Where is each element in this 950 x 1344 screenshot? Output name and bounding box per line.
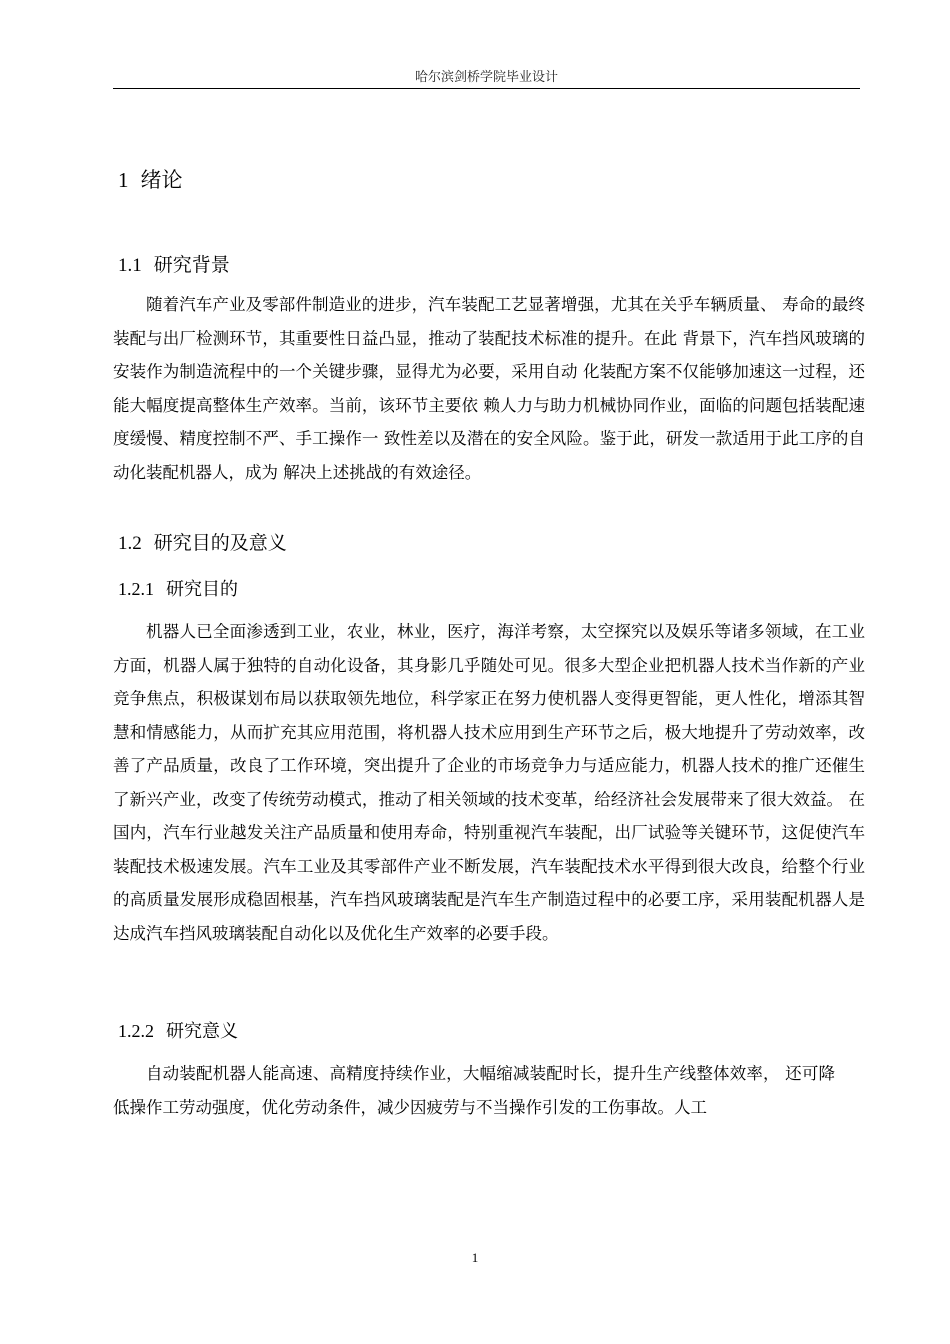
header-divider [113,88,860,89]
subsection-title: 研究意义 [166,1021,238,1042]
section-title: 研究背景 [153,254,230,276]
page-number: 1 [471,1250,479,1265]
subsection-number: 1.2.1 [118,579,154,599]
chapter-number: 1 [118,168,129,192]
subsection-heading-1-2-1 [118,575,238,601]
paragraph-background: 随着汽车产业及零部件制造业的进步，汽车装配工艺显著增强，尤其在关乎车辆质量、 寿命的最终装配与出厂检测环节，其重要性日益凸显，推动了装配技术标准的提升。在此 背景下，汽车挡风玻璃的安装作为制造流程中的一个关键步骤，显得尤为必要，采用自动 化装配方案不仅能够加速这一过程，还能大幅度提高整体生产效率。当前，该环节主要依 赖人力与助力机械协同作业，面临的问题包括装配速度缓慢、精度控制不严、手工操作一 致性差以及潜在的安全风险。鉴于此，研发一款适用于此工序的自动化装配机器人，成为 解决上述挑战的有效途径。 [113,295,865,482]
paragraph-significance: 自动装配机器人能高速、高精度持续作业，大幅缩减装配时长，提升生产线整体效率， 还可降低操作工劳动强度，优化劳动条件，减少因疲劳与不当操作引发的工伤事故。人工 [113,1064,835,1117]
section-number: 1.2 [118,533,142,554]
section-heading-1-2 [118,528,287,555]
subsection-number: 1.2.2 [118,1021,154,1041]
section-heading-1-1 [118,250,230,277]
section-title: 研究目的及意义 [153,532,287,554]
subsection-title: 研究目的 [166,579,238,600]
section-number: 1.1 [118,255,142,276]
chapter-heading [118,164,183,194]
subsection-heading-1-2-2 [118,1017,238,1043]
page-header: 哈尔滨剑桥学院毕业设计 [414,70,558,85]
paragraph-purpose: 机器人已全面渗透到工业，农业，林业，医疗，海洋考察，太空探究以及娱乐等诸多领域，在工业方面，机器人属于独特的自动化设备，其身影几乎随处可见。很多大型企业把机器人技术当作新的产业竞争焦点，积极谋划布局以获取领先地位，科学家正在努力使机器人变得更智能，更人性化，增添其智慧和情感能力，从而扩充其应用范围，将机器人技术应用到生产环节之后，极大地提升了劳动效率，改善了产品质量，改良了工作环境，突出提升了企业的市场竞争力与适应能力，机器人技术的推广还催生了新兴产业，改变了传统劳动模式，推动了相关领域的技术变革，给经济社会发展带来了很大效益。 在国内，汽车行业越发关注产品质量和使用寿命，特别重视汽车装配，出厂试验等关键环节，这促使汽车装配技术极速发展。汽车工业及其零部件产业不断发展，汽车装配技术水平得到很大改良，给整个行业的高质量发展形成稳固根基，汽车挡风玻璃装配是汽车生产制造过程中的必要工序，采用装配机器人是达成汽车挡风玻璃装配自动化以及优化生产效率的必要手段。 [113,622,865,943]
chapter-title: 绪论 [140,168,183,192]
